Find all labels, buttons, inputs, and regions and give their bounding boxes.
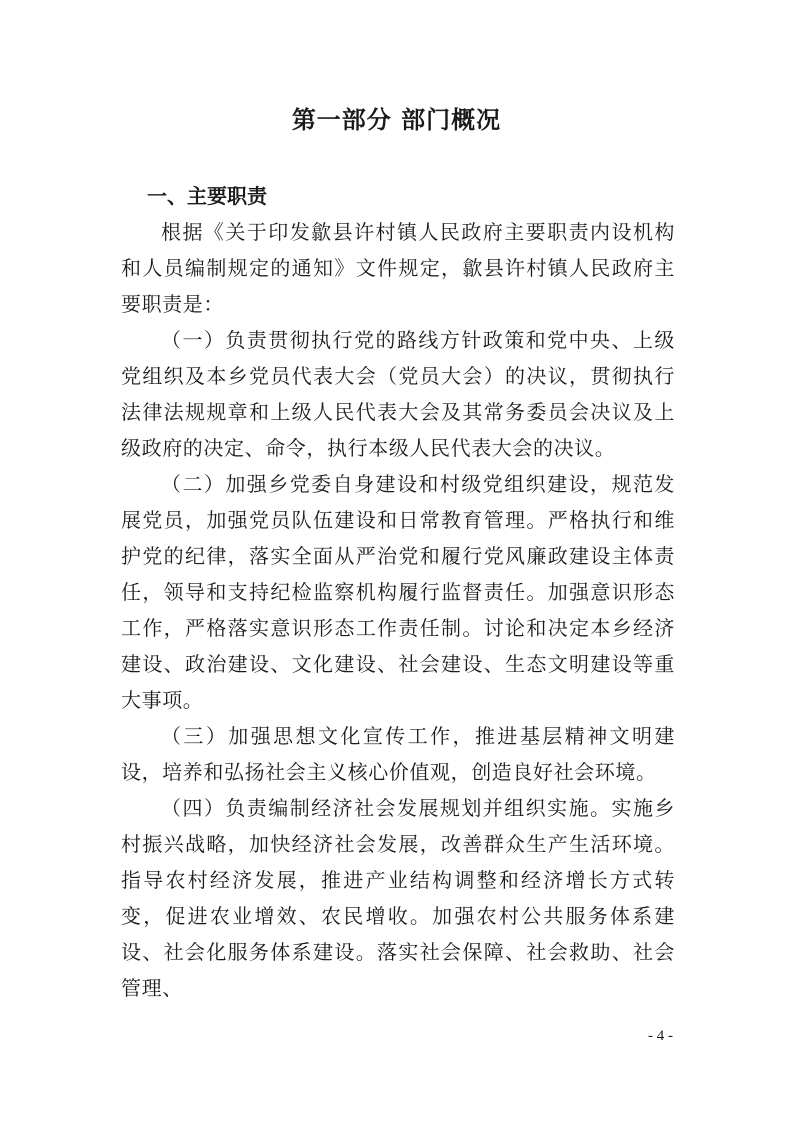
paragraph-item-4: （四）负责编制经济社会发展规划并组织实施。实施乡村振兴战略，加快经济社会发展，改善群众生产生活环境。指导农村经济发展，推进产业结构调整和经济增长方式转变，促进农业增效、农民增收。加强农村公共服务体系建设、社会化服务体系建设。落实社会保障、社会救助、社会管理、 — [121, 796, 675, 1000]
paragraph-item-1: （一）负责贯彻执行党的路线方针政策和党中央、上级党组织及本乡党员代表大会（党员大会）的决议，贯彻执行法律法规规章和上级人民代表大会及其常务委员会决议及上级政府的决定、命令，执行本级人民代表大会的决议。 — [121, 328, 675, 460]
paragraph-intro: 根据《关于印发歙县许村镇人民政府主要职责内设机构和人员编制规定的通知》文件规定，歙县许村镇人民政府主要职责是： — [121, 220, 675, 316]
paragraph-item-3: （三）加强思想文化宣传工作，推进基层精神文明建设，培养和弘扬社会主义核心价值观，创造良好社会环境。 — [121, 724, 675, 784]
page-title: 第一部分 部门概况 — [291, 106, 502, 134]
page-number: - 4 - — [648, 1028, 673, 1044]
document-body — [121, 214, 675, 1006]
section-heading: 一、主要职责 — [147, 184, 267, 208]
paragraph-item-2: （二）加强乡党委自身建设和村级党组织建设，规范发展党员，加强党员队伍建设和日常教育管理。严格执行和维护党的纪律，落实全面从严治党和履行党风廉政建设主体责任，领导和支持纪检监察机构履行监督责任。加强意识形态工作，严格落实意识形态工作责任制。讨论和决定本乡经济建设、政治建设、文化建设、社会建设、生态文明建设等重大事项。 — [121, 472, 675, 712]
